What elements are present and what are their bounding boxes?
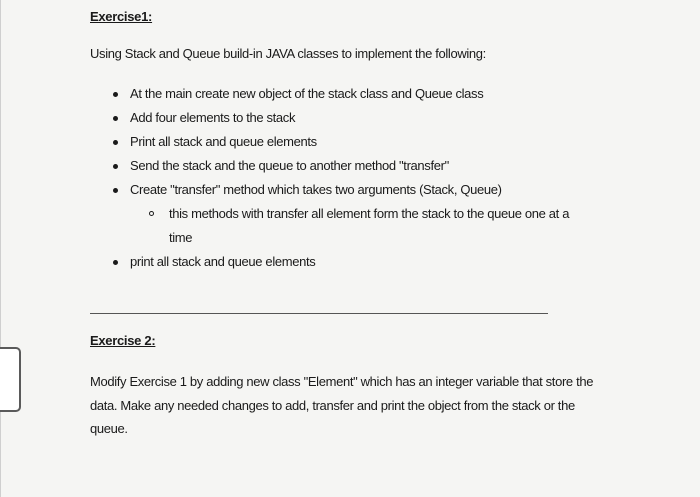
bullet-dot-icon [113,92,118,97]
bullet-dot-icon [113,116,118,121]
sub-list-item [169,202,569,250]
exercise2-body-line: queue. [90,421,128,436]
section-divider [90,313,548,314]
list-item-text: print all stack and queue elements [130,254,316,269]
list-item-text: Send the stack and the queue to another method "transfer" [130,158,449,173]
side-panel-box[interactable] [0,347,21,412]
bullet-dot-icon [113,164,118,169]
bullet-dot-icon [113,188,118,193]
page-left-edge [0,0,1,497]
list-item [130,158,449,173]
bullet-dot-icon [113,260,118,265]
hollow-circle-bullet-icon [149,211,154,216]
exercise1-intro: Using Stack and Queue build-in JAVA classes to implement the following: [90,46,486,61]
list-item [130,182,502,197]
list-item-text: Print all stack and queue elements [130,134,317,149]
list-item [130,86,483,101]
sub-list-item-line: this methods with transfer all element form the stack to the queue one at a [169,206,570,221]
bullet-dot-icon [113,140,118,145]
exercise2-body-line: data. Make any needed changes to add, transfer and print the object from the stack or the [90,397,575,413]
exercise2-heading: Exercise 2: [90,333,156,348]
list-item-text: Add four elements to the stack [130,110,296,125]
exercise1-heading: Exercise1: [90,9,153,24]
list-item-text: At the main create new object of the stack class and Queue class [130,86,484,101]
list-item [130,254,315,269]
list-item [130,134,317,149]
list-item-text: Create "transfer" method which takes two arguments (Stack, Queue) [130,182,502,197]
sub-list-item-line: time [169,230,193,245]
exercise2-body [90,370,594,441]
list-item [130,110,295,125]
exercise2-body-line: Modify Exercise 1 by adding new class "Element" which has an integer variable that store the [90,374,594,389]
